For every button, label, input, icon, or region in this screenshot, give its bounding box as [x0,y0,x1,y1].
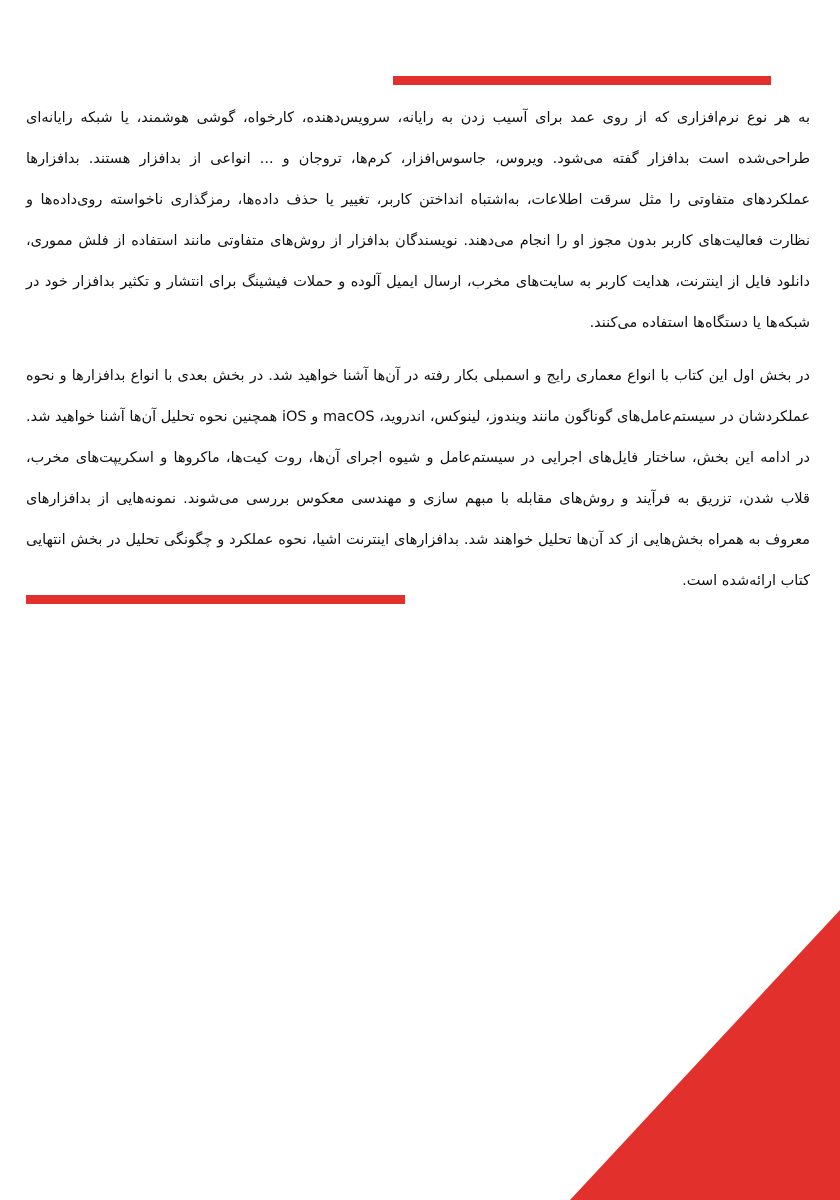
book-intro-text [26,98,810,602]
top-red-rule [393,76,771,85]
corner-red-triangle [570,910,840,1200]
intro-paragraph-book-overview: در بخش اول این کتاب با انواع معماری رایج و اسمبلی بکار رفته در آن‌ها آشنا خواهید شد. در بخش بعدی با انواع بدافزارها و نحوه عملکردشان در سیستم‌عامل‌های گوناگون مانند ویندوز، لینوکس، اندروید، macOS و iOS همچنین نحوه تحلیل آن‌ها آشنا خواهید شد. در ادامه این بخش، ساختار فایل‌های اجرایی در سیستم‌عامل و شیوه اجرای آن‌ها، روت کیت‌ها، ماکروها و اسکریپت‌های مخرب، قلاب شدن، تزریق به فرآیند و روش‌های مقابله با مبهم سازی و مهندسی معکوس بررسی می‌شوند. نمونه‌هایی از بدافزارهای معروف به همراه بخش‌هایی از کد آن‌ها تحلیل خواهند شد. بدافزارهای اینترنت اشیا، نحوه عملکرد و چگونگی تحلیل در بخش انتهایی کتاب ارائه‌شده است. [26,368,810,589]
bottom-red-rule [26,595,405,604]
intro-paragraph-malware-definition: به هر نوع نرم‌افزاری که از روی عمد برای آسیب زدن به رایانه، سرویس‌دهنده، کارخواه، گوشی هوشمند، یا شبکه رایانه‌ای طراحی‌شده است بدافزار گفته می‌شود. ویروس، جاسوس‌افزار، کرم‌ها، تروجان و ... انواعی از بدافزار هستند. بدافزارها عملکردهای متفاوتی را مثل سرقت اطلاعات، به‌اشتباه انداختن کاربر، تغییر یا حذف داده‌ها، رمزگذاری ناخواسته روی‌داده‌ها و نظارت فعالیت‌های کاربر بدون مجوز او را انجام می‌دهند. نویسندگان بدافزار از روش‌های متفاوتی مانند استفاده از فلش مموری، دانلود فایل از اینترنت، هدایت کاربر به سایت‌های مخرب، ارسال ایمیل آلوده و حملات فیشینگ برای انتشار و تکثیر بدافزار خود در شبکه‌ها یا دستگاه‌ها استفاده می‌کنند. [26,110,810,331]
